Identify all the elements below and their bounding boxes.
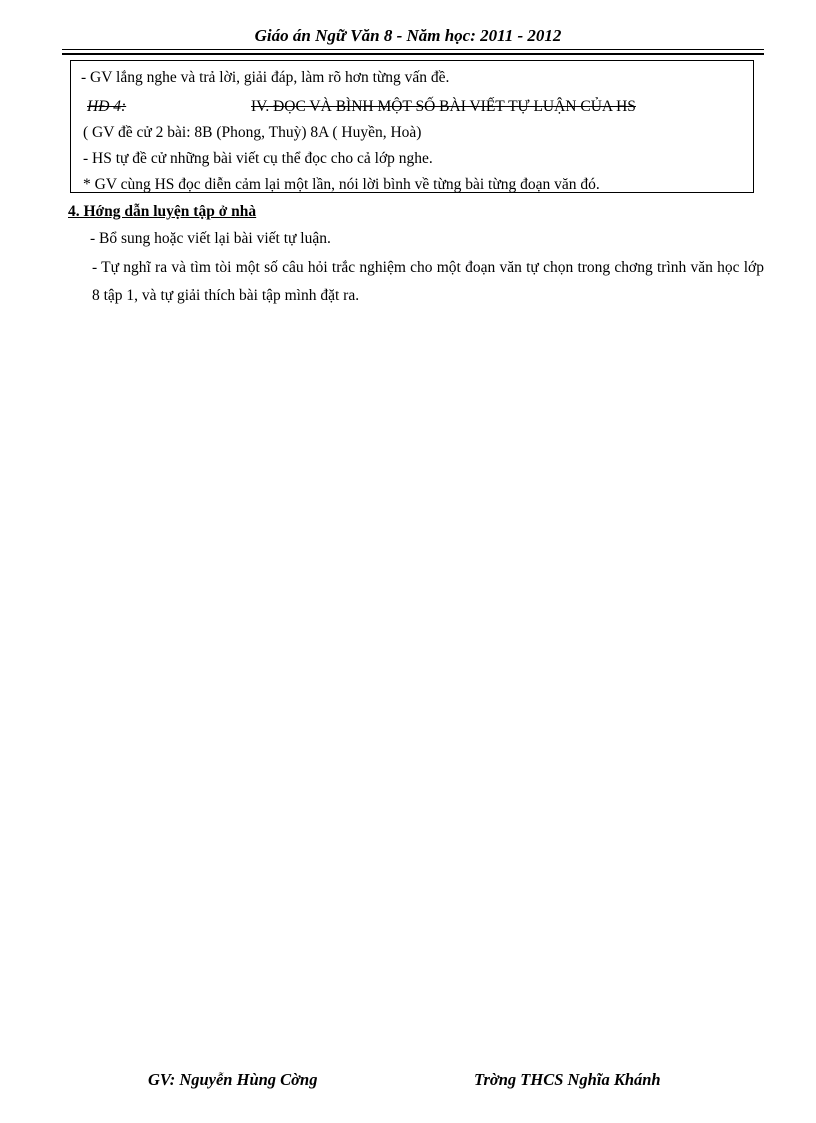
activity-title: IV. ĐỌC VÀ BÌNH MỘT SỐ BÀI VIẾT TỰ LUẬN CỦA HS — [251, 98, 636, 115]
header-rule-thin — [62, 49, 764, 50]
box-line-1: - GV lắng nghe và trả lời, giải đáp, làm rõ hơn từng vấn đề. — [81, 69, 450, 86]
page-header: Giáo án Ngữ Văn 8 - Năm học: 2011 - 2012 — [254, 26, 562, 45]
footer-school: Trờng THCS Nghĩa Khánh — [474, 1070, 661, 1089]
box-line-5: * GV cùng HS đọc diễn cảm lại một lần, nói lời bình về từng bài từng đoạn văn đó. — [83, 176, 600, 193]
homework-item-2: - Tự nghĩ ra và tìm tòi một số câu hỏi trắc nghiệm cho một đoạn văn tự chọn trong chơng trình văn học lớp 8 tập 1, và tự giải thích bài tập mình đặt ra. — [92, 259, 764, 304]
box-line-4: - HS tự đề cử những bài viết cụ thể đọc cho cả lớp nghe. — [83, 150, 433, 167]
header-rule-thick — [62, 53, 764, 55]
footer-teacher: GV: Nguyễn Hùng Cờng — [148, 1070, 318, 1089]
activity-label: HĐ 4: — [87, 98, 127, 115]
activity-box — [70, 60, 754, 193]
box-line-3: ( GV đề cử 2 bài: 8B (Phong, Thuỳ) 8A ( Huyền, Hoà) — [83, 124, 422, 141]
homework-item-1: - Bổ sung hoặc viết lại bài viết tự luận. — [90, 230, 331, 247]
section-title: 4. Hớng dẫn luyện tập ở nhà — [68, 203, 257, 220]
